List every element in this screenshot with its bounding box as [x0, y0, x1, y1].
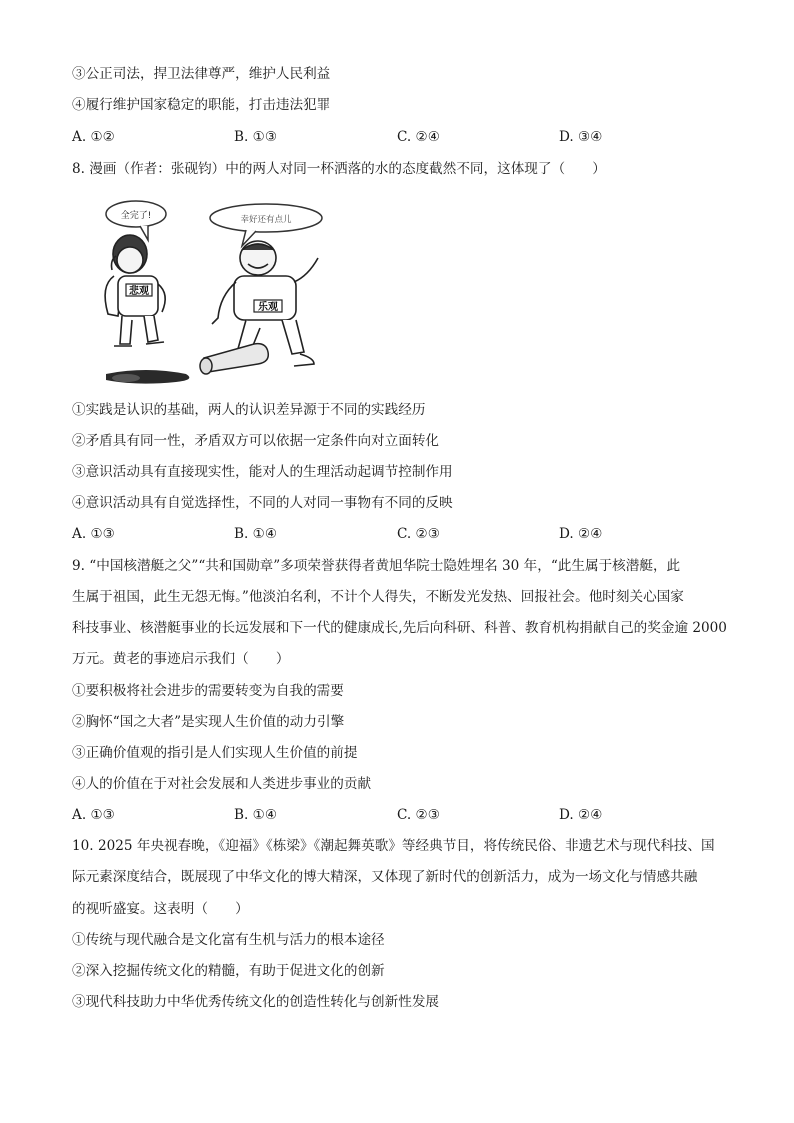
q9-stem-line-3: 科技事业、核潜艇事业的长远发展和下一代的健康成长,先后向科研、科普、教育机构捐献自己的奖金逾 2000 [72, 620, 727, 636]
q10-stem-line-1: 10. 2025 年央视春晚，《迎福》《栋梁》《潮起舞英歌》等经典节目，将传统民俗、非遗艺术与现代科技、国 [72, 838, 715, 854]
q8-statement-4: ④意识活动具有自觉选择性，不同的人对同一事物有不同的反映 [72, 495, 453, 511]
q8-statement-3: ③意识活动具有直接现实性，能对人的生理活动起调节控制作用 [72, 464, 453, 480]
q10-statement-3: ③现代科技助力中华优秀传统文化的创造性转化与创新性发展 [72, 994, 440, 1010]
right-shirt-text: 乐观 [258, 302, 278, 313]
comic-illustration [96, 196, 356, 386]
q9-statement-2: ②胸怀“国之大者”是实现人生价值的动力引擎 [72, 714, 345, 730]
q9-statement-1: ①要积极将社会进步的需要转变为自我的需要 [72, 683, 344, 699]
q10-statement-1: ①传统与现代融合是文化富有生机与活力的根本途径 [72, 932, 385, 948]
q9-option-a: A. ①③ [72, 807, 115, 823]
q10-stem-line-3: 的视听盛宴。这表明（ ） [72, 901, 249, 917]
q8-statement-1: ①实践是认识的基础，两人的认识差异源于不同的实践经历 [72, 402, 426, 418]
q7-option-d: D. ③④ [559, 129, 603, 145]
q7-option-a: A. ①② [72, 129, 115, 145]
q9-option-c: C. ②③ [397, 807, 440, 823]
right-bubble-text: 幸好还有点儿 [240, 215, 292, 225]
q9-stem-line-1: 9. “中国核潜艇之父”“共和国勋章”多项荣誉获得者黄旭华院士隐姓埋名 30 年，“此生属于核潜艇，此 [72, 558, 681, 574]
q8-options [72, 524, 732, 544]
pessimist-figure [105, 235, 165, 346]
q9-stem-line-4: 万元。黄老的事迹启示我们（ ） [72, 651, 290, 667]
q9-options [72, 805, 732, 825]
q9-option-d: D. ②④ [559, 807, 603, 823]
q8-option-b: B. ①④ [234, 526, 278, 542]
q7-statement-4: ④履行维护国家稳定的职能，打击违法犯罪 [72, 97, 331, 113]
q8-option-a: A. ①③ [72, 526, 115, 542]
q7-options [72, 127, 732, 147]
left-shirt-text: 悲观 [129, 286, 149, 297]
q9-statement-4: ④人的价值在于对社会发展和人类进步事业的贡献 [72, 776, 372, 792]
q8-stem: 8. 漫画（作者：张砚钧）中的两人对同一杯洒落的水的态度截然不同，这体现了（ ） [72, 161, 606, 177]
q9-option-b: B. ①④ [234, 807, 278, 823]
left-bubble-text: 全完了! [120, 211, 152, 221]
q8-statement-2: ②矛盾具有同一性，矛盾双方可以依据一定条件向对立面转化 [72, 433, 440, 449]
q8-option-c: C. ②③ [397, 526, 440, 542]
q8-option-d: D. ②④ [559, 526, 603, 542]
q8-comic [96, 196, 356, 386]
q9-stem-line-2: 生属于祖国，此生无怨无悔。”他淡泊名利，不计个人得失，不断发光发热、回报社会。他时刻关心国家 [72, 589, 684, 605]
q7-option-b: B. ①③ [234, 129, 278, 145]
q7-statement-3: ③公正司法，捍卫法律尊严，维护人民利益 [72, 66, 331, 82]
q9-statement-3: ③正确价值观的指引是人们实现人生价值的前提 [72, 745, 358, 761]
spilled-cup [106, 344, 268, 384]
q10-statement-2: ②深入挖掘传统文化的精髓，有助于促进文化的创新 [72, 963, 385, 979]
q7-option-c: C. ②④ [397, 129, 440, 145]
q10-stem-line-2: 际元素深度结合，既展现了中华文化的博大精深，又体现了新时代的创新活力，成为一场文化与情感共融 [72, 869, 698, 885]
